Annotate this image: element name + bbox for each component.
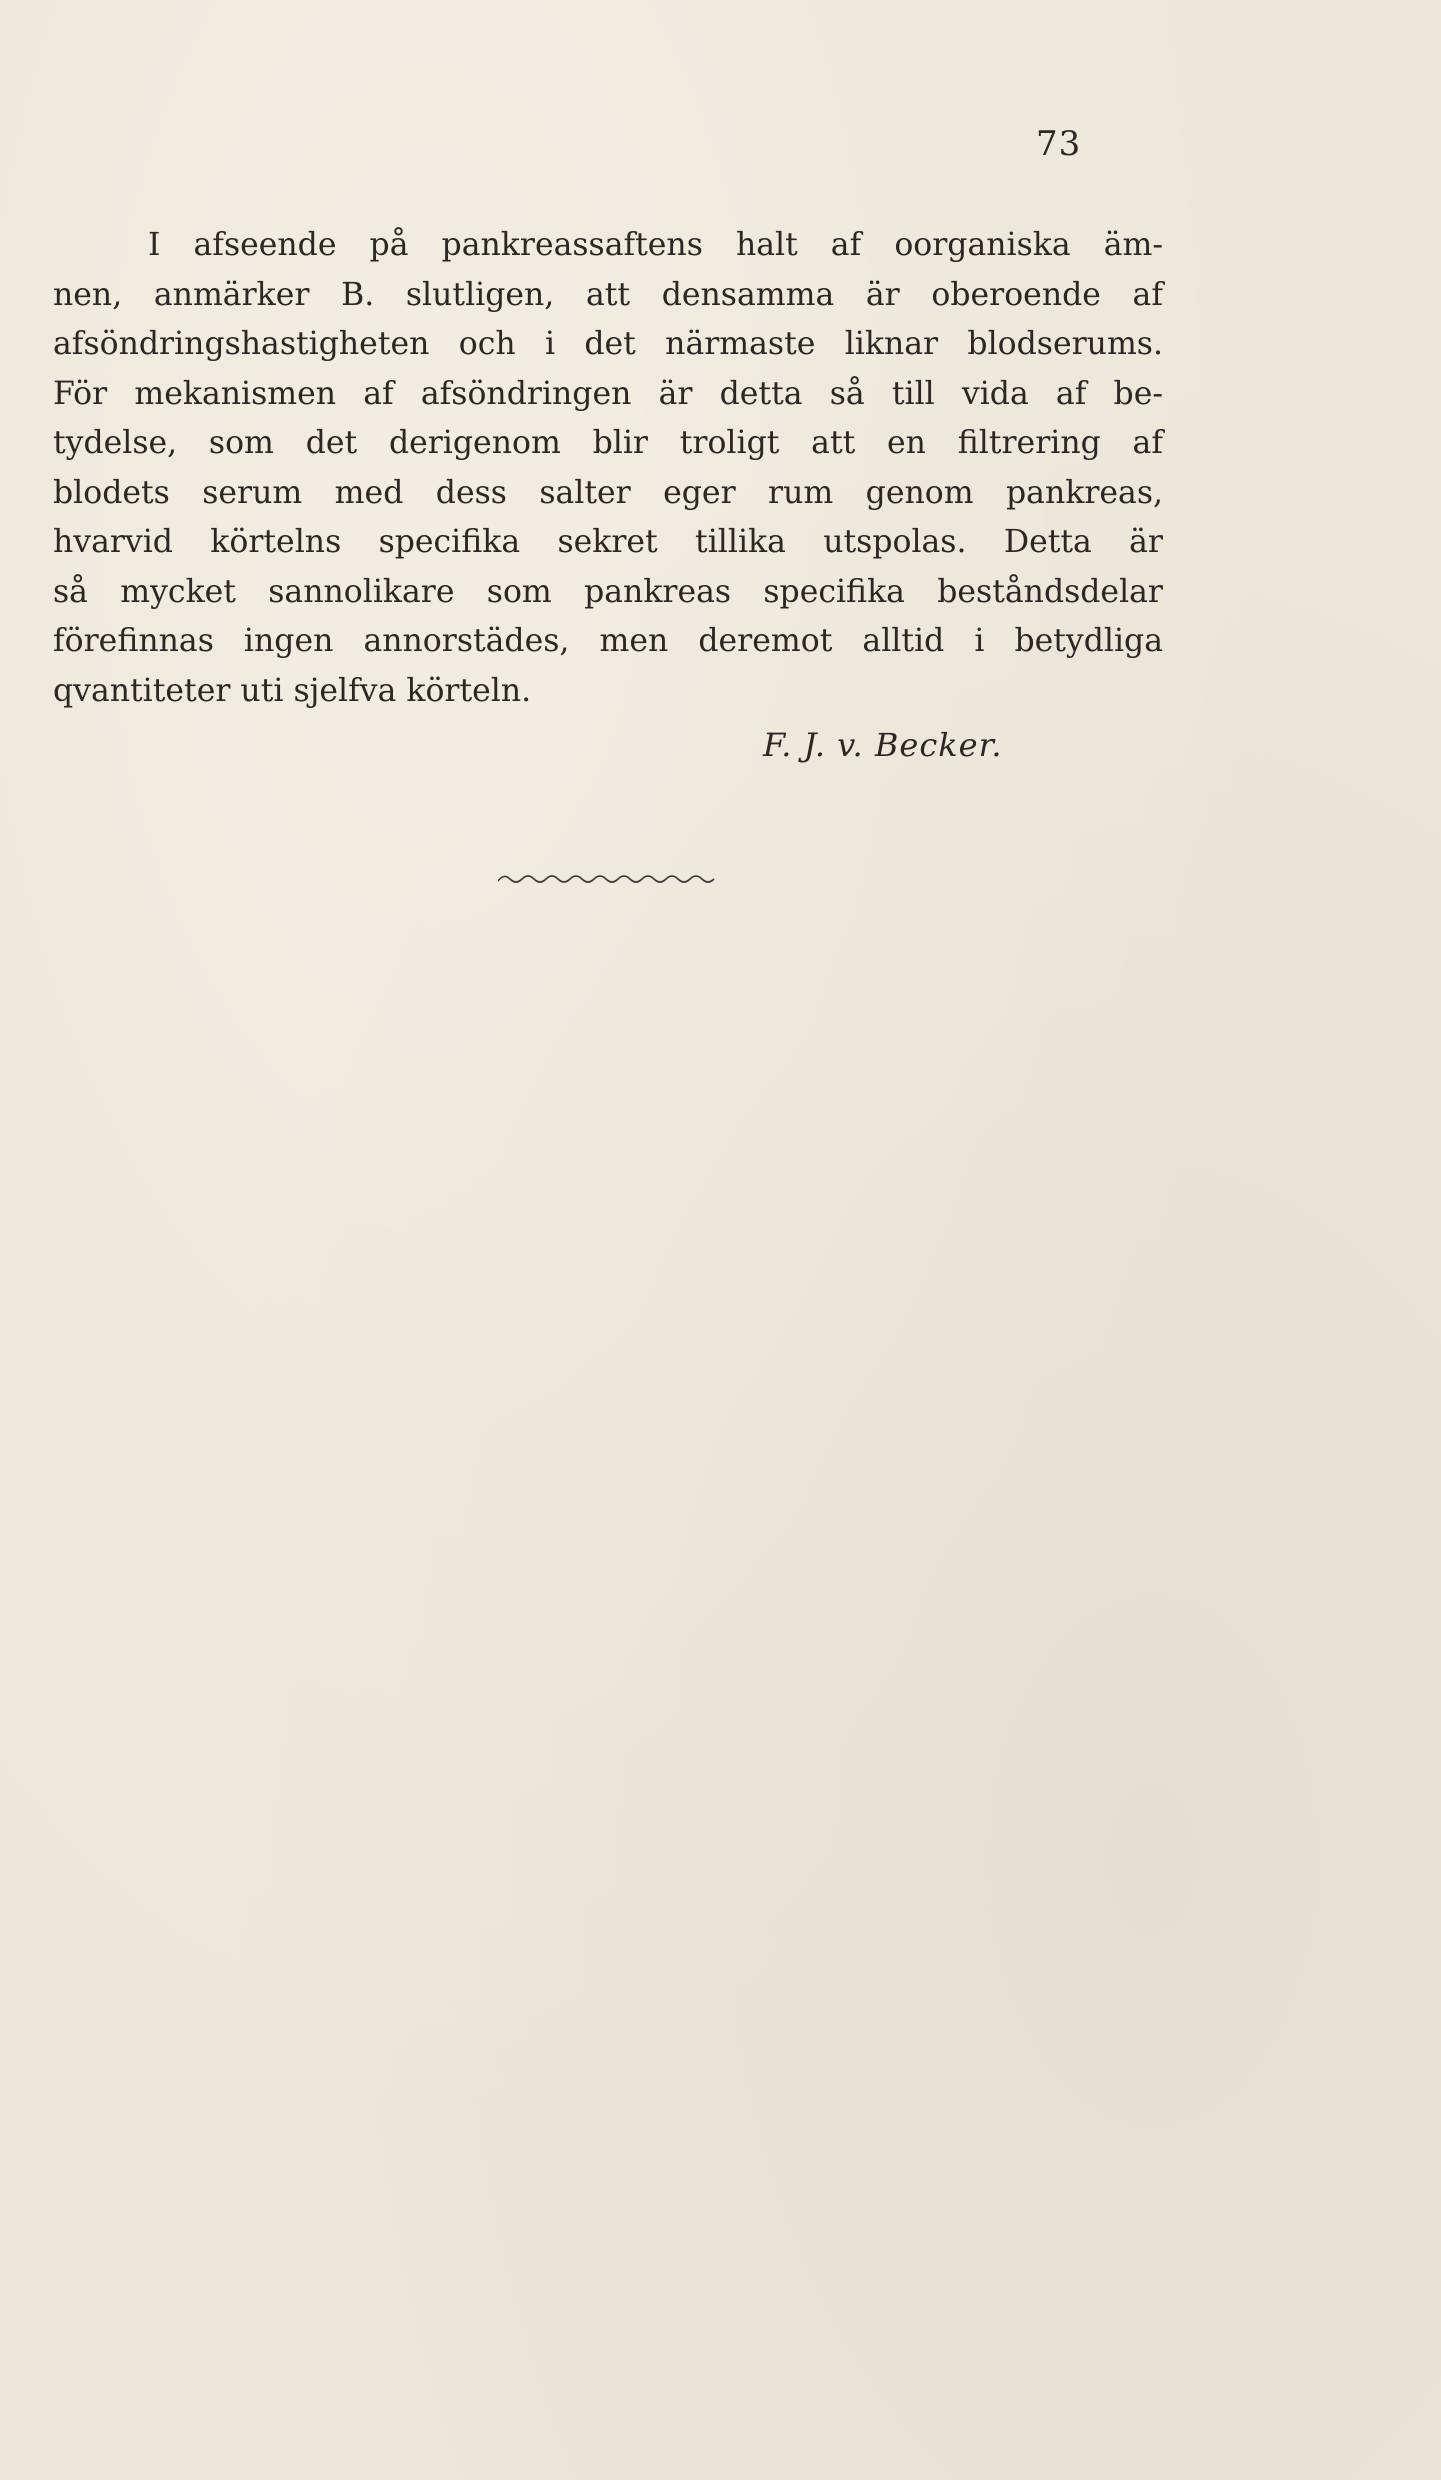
text-line: så mycket sannolikare som pankreas specifika beståndsdelar: [53, 573, 1163, 610]
text-line: I afseende på pankreassaftens halt af oorganiska äm-: [148, 227, 1163, 263]
author-signature: F. J. v. Becker.: [763, 726, 1003, 764]
page-number: 73: [1036, 124, 1082, 164]
text-line: tydelse, som det derigenom blir troligt att en filtrering af: [53, 425, 1163, 461]
text-line: För mekanismen af afsöndringen är detta så till vida af be-: [53, 375, 1163, 412]
text-line: hvarvid körtelns specifika sekret tillika utspolas. Detta är: [53, 524, 1163, 560]
text-line: qvantiteter uti sjelfva körteln.: [53, 672, 532, 709]
text-line: förefinnas ingen annorstädes, men deremot alltid i betydliga: [53, 623, 1163, 659]
text-line: blodets serum med dess salter eger rum genom pankreas,: [53, 474, 1163, 511]
text-line: nen, anmärker B. slutligen, att densamma är oberoende af: [53, 276, 1163, 313]
body-paragraph: [53, 221, 1163, 716]
text-line: afsöndringshastigheten och i det närmaste liknar blodserums.: [53, 326, 1163, 362]
wavy-divider-rule: [498, 872, 718, 886]
